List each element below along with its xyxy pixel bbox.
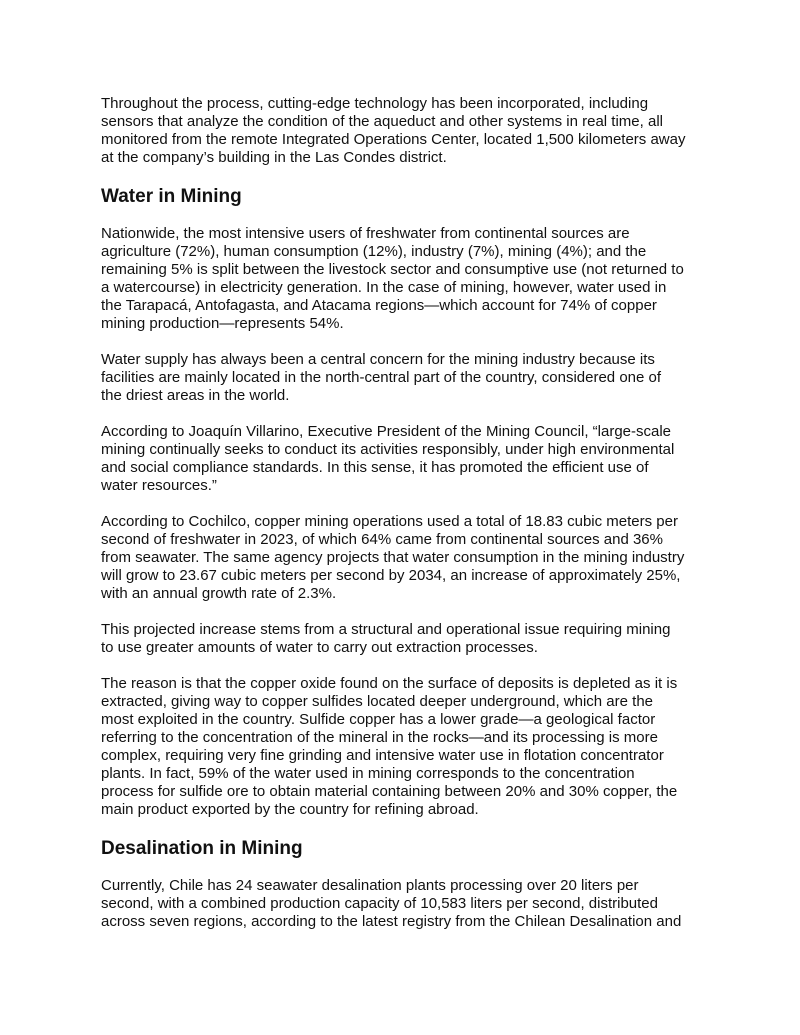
paragraph-line: across seven regions, according to the latest registry from the Chilean Desalination and <box>101 913 682 930</box>
paragraph-line: water resources.” <box>101 477 217 494</box>
paragraph <box>101 423 741 495</box>
paragraph-line: Currently, Chile has 24 seawater desalination plants processing over 20 liters per <box>101 877 639 894</box>
paragraph-line: at the company’s building in the Las Condes district. <box>101 149 447 166</box>
paragraph <box>101 621 741 657</box>
paragraph-line: The reason is that the copper oxide found on the surface of deposits is depleted as it is <box>101 675 678 692</box>
paragraph-line: to use greater amounts of water to carry out extraction processes. <box>101 639 538 656</box>
paragraph-line: According to Joaquín Villarino, Executive President of the Mining Council, “large-scale <box>101 423 672 440</box>
paragraph-line: second of freshwater in 2023, of which 64% came from continental sources and 36% <box>101 531 663 548</box>
paragraph-line: mining production—represents 54%. <box>101 315 344 332</box>
paragraph-line: with an annual growth rate of 2.3%. <box>101 585 337 602</box>
paragraph-line: a watercourse) in electricity generation. In the case of mining, however, water used in <box>101 279 667 296</box>
paragraph-line: This projected increase stems from a structural and operational issue requiring mining <box>101 621 671 638</box>
paragraph-line: from seawater. The same agency projects that water consumption in the mining industry <box>101 549 685 566</box>
paragraph-line: sensors that analyze the condition of the aqueduct and other systems in real time, all <box>101 113 663 130</box>
paragraph-line: the Tarapacá, Antofagasta, and Atacama regions—which account for 74% of copper <box>101 297 657 314</box>
paragraph <box>101 877 741 931</box>
paragraph-line: remaining 5% is split between the livestock sector and consumptive use (not returned to <box>101 261 684 278</box>
paragraph-line: Nationwide, the most intensive users of freshwater from continental sources are <box>101 225 630 242</box>
paragraph <box>101 351 741 405</box>
paragraph-line: will grow to 23.67 cubic meters per second by 2034, an increase of approximately 25%, <box>101 567 681 584</box>
paragraph-line: main product exported by the country for refining abroad. <box>101 801 479 818</box>
paragraph-line: and social compliance standards. In this sense, it has promoted the efficient use of <box>101 459 649 476</box>
paragraph-line: agriculture (72%), human consumption (12%), industry (7%), mining (4%); and the <box>101 243 647 260</box>
paragraph-line: Throughout the process, cutting-edge technology has been incorporated, including <box>101 95 649 112</box>
section-heading: Water in Mining <box>101 186 242 207</box>
paragraph <box>101 95 741 167</box>
paragraph-line: According to Cochilco, copper mining operations used a total of 18.83 cubic meters per <box>101 513 678 530</box>
paragraph-line: facilities are mainly located in the north-central part of the country, considered one of <box>101 369 662 386</box>
paragraph-line: extracted, giving way to copper sulfides located deeper underground, which are the <box>101 693 654 710</box>
paragraph-line: Water supply has always been a central concern for the mining industry because its <box>101 351 655 368</box>
paragraph-line: process for sulfide ore to obtain material containing between 20% and 30% copper, the <box>101 783 678 800</box>
paragraph <box>101 225 741 333</box>
paragraph-line: complex, requiring very fine grinding and intensive water use in flotation concentrator <box>101 747 664 764</box>
paragraph <box>101 675 741 819</box>
paragraph <box>101 513 741 603</box>
document-page <box>101 95 741 949</box>
paragraph-line: monitored from the remote Integrated Operations Center, located 1,500 kilometers away <box>101 131 686 148</box>
paragraph-line: the driest areas in the world. <box>101 387 290 404</box>
paragraph-line: referring to the concentration of the mineral in the rocks—and its processing is more <box>101 729 658 746</box>
paragraph-line: plants. In fact, 59% of the water used in mining corresponds to the concentration <box>101 765 635 782</box>
section-heading: Desalination in Mining <box>101 838 303 859</box>
paragraph-line: second, with a combined production capacity of 10,583 liters per second, distributed <box>101 895 658 912</box>
paragraph-line: mining continually seeks to conduct its activities responsibly, under high environmental <box>101 441 675 458</box>
paragraph-line: most exploited in the country. Sulfide copper has a lower grade—a geological factor <box>101 711 656 728</box>
